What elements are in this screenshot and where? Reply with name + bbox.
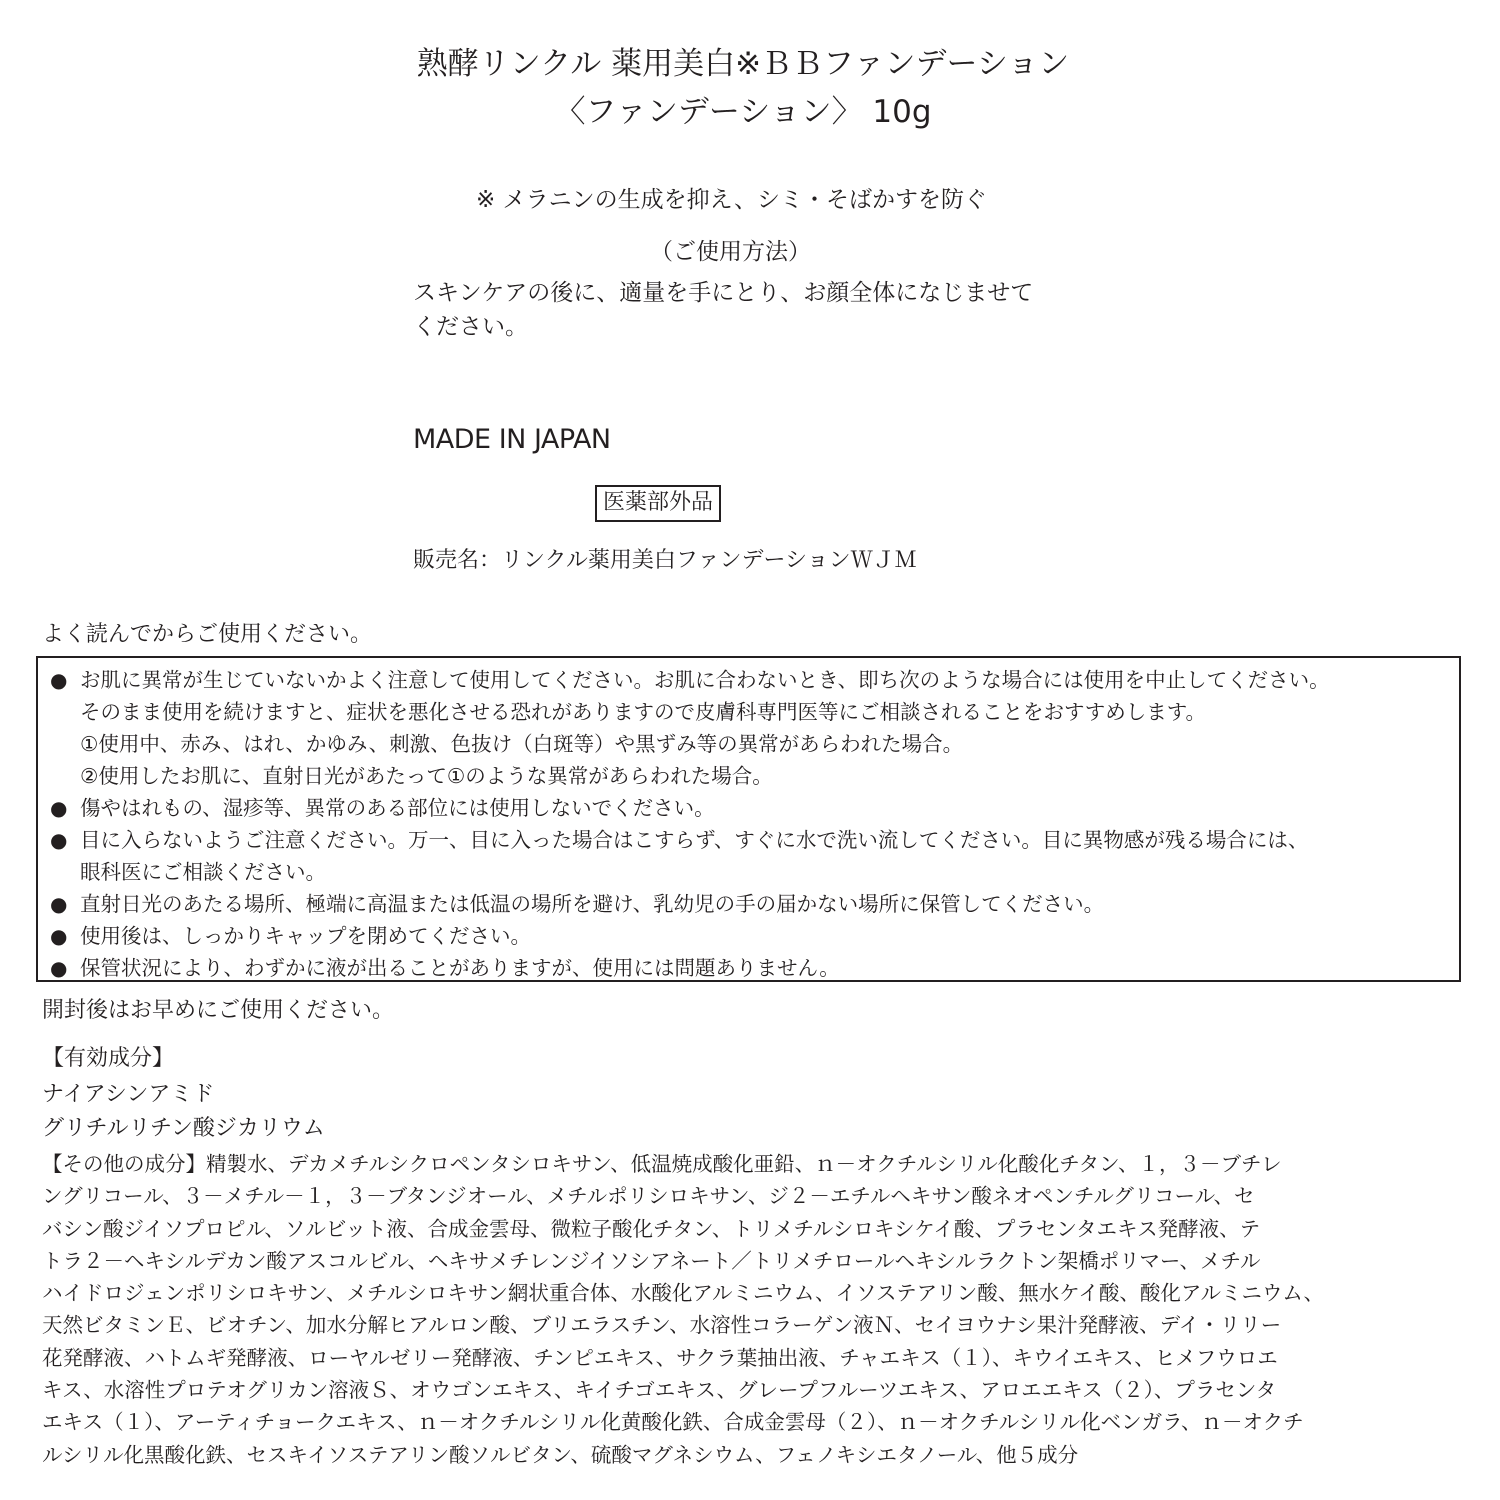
other-ingredients — [42, 1148, 1467, 1471]
other-ingredients-line: ハイドロジェンポリシロキサン、メチルシロキサン網状重合体、水酸化アルミニウム、イソステアリン酸、無水ケイ酸、酸化アルミニウム、 — [42, 1281, 1324, 1306]
caution-line: 傷やはれもの、湿疹等、異常のある部位には使用しないでください。 — [80, 796, 715, 820]
bullet-icon: ● — [50, 668, 68, 692]
active-ingredient: グリチルリチン酸ジカリウム — [42, 1116, 325, 1141]
bullet-icon: ● — [50, 796, 68, 820]
product-title-line2: 〈ファンデーション〉 10g — [554, 94, 932, 130]
usage-text — [413, 276, 1113, 344]
product-title-line1: 熟酵リンクル 薬用美白※ＢＢファンデーション — [416, 46, 1070, 82]
usage-line: スキンケアの後に、適量を手にとり、お顔全体になじませて — [413, 280, 1034, 306]
other-ingredients-line: トラ２－ヘキシルデカン酸アスコルビル、ヘキサメチレンジイソシアネート／トリメチロールヘキシルラクトン架橋ポリマー、メチル — [42, 1248, 1261, 1273]
caution-line: お肌に異常が生じていないかよく注意して使用してください。お肌に合わないとき、即ち次のような場合には使用を中止してください。 — [80, 668, 1330, 692]
other-ingredients-line: 花発酵液、ハトムギ発酵液、ローヤルゼリー発酵液、チンピエキス、サクラ葉抽出液、チャエキス（１）、キウイエキス、ヒメフウロエ — [42, 1345, 1278, 1370]
caution-line: ①使用中、赤み、はれ、かゆみ、刺激、色抜け（白斑等）や黒ずみ等の異常があらわれた場合。 — [80, 732, 964, 756]
read-first-notice: よく読んでからご使用ください。 — [42, 622, 373, 647]
other-ingredients-line: キス、水溶性プロテオグリカン溶液Ｓ、オウゴンエキス、キイチゴエキス、グレープフルーツエキス、アロエエキス（２）、プラセンタ — [42, 1378, 1277, 1403]
bullet-icon: ● — [50, 924, 68, 948]
other-ingredients-line: エキス（１）、アーティチョークエキス、ｎ－オクチルシリル化黄酸化鉄、合成金雲母（２）、ｎ－オクチルシリル化ベンガラ、ｎ－オクチ — [42, 1410, 1304, 1435]
active-ingredient: ナイアシンアミド — [42, 1082, 215, 1107]
whitening-note: ※ メラニンの生成を抑え、シミ・そばかすを防ぐ — [476, 187, 987, 213]
other-ingredients-line: ングリコール、３－メチル－１，３－ブタンジオール、メチルポリシロキサン、ジ２－エチルヘキサン酸ネオペンチルグリコール、セ — [42, 1184, 1255, 1209]
caution-line: そのまま使用を続けますと、症状を悪化させる恐れがありますので皮膚科専門医等にご相談されることをおすすめします。 — [80, 700, 1207, 724]
bullet-icon: ● — [50, 956, 68, 980]
made-in-japan: MADE IN JAPAN — [413, 424, 611, 455]
after-opening-notice: 開封後はお早めにご使用ください。 — [42, 998, 395, 1023]
caution-item — [48, 920, 1459, 952]
caution-line: 直射日光のあたる場所、極端に高温または低温の場所を避け、乳幼児の手の届かない場所に保管してください。 — [80, 892, 1105, 916]
caution-item — [48, 664, 1459, 792]
other-ingredients-line: 【その他の成分】精製水、デカメチルシクロペンタシロキサン、低温焼成酸化亜鉛、ｎ－オクチルシリル化酸化チタン、１，３－ブチレ — [42, 1152, 1282, 1176]
caution-line: 保管状況により、わずかに液が出ることがありますが、使用には問題ありません。 — [80, 956, 840, 980]
other-ingredients-line: ルシリル化黒酸化鉄、セスキイソステアリン酸ソルビタン、硫酸マグネシウム、フェノキシエタノール、他５成分 — [42, 1442, 1079, 1467]
caution-box — [36, 656, 1461, 982]
active-ingredients-heading: 【有効成分】 — [42, 1046, 175, 1071]
caution-line: ②使用したお肌に、直射日光があたって①のような異常があらわれた場合。 — [80, 764, 773, 788]
caution-item — [48, 952, 1459, 984]
active-ingredients-list — [42, 1078, 325, 1146]
caution-item — [48, 792, 1459, 824]
caution-line: 使用後は、しっかりキャップを閉めてください。 — [80, 924, 531, 948]
seller-name: 販売名：リンクル薬用美白ファンデーションＷＪＭ — [413, 548, 917, 573]
caution-item — [48, 824, 1459, 888]
usage-heading: （ご使用方法） — [650, 239, 811, 265]
caution-line: 眼科医にご相談ください。 — [80, 860, 326, 884]
other-ingredients-line: 天然ビタミンＥ、ビオチン、加水分解ヒアルロン酸、ブリエラスチン、水溶性コラーゲン液Ｎ、セイヨウナシ果汁発酵液、デイ・リリー — [42, 1313, 1282, 1338]
caution-line: 目に入らないようご注意ください。万一、目に入った場合はこすらず、すぐに水で洗い流してください。目に異物感が残る場合には、 — [80, 828, 1309, 852]
other-ingredients-line: バシン酸ジイソプロピル、ソルビット液、合成金雲母、微粒子酸化チタン、トリメチルシロキシケイ酸、プラセンタエキス発酵液、テ — [42, 1216, 1261, 1241]
bullet-icon: ● — [50, 892, 68, 916]
caution-item — [48, 888, 1459, 920]
quasi-drug-badge: 医薬部外品 — [595, 485, 721, 522]
usage-line: ください。 — [413, 314, 528, 340]
bullet-icon: ● — [50, 828, 68, 852]
